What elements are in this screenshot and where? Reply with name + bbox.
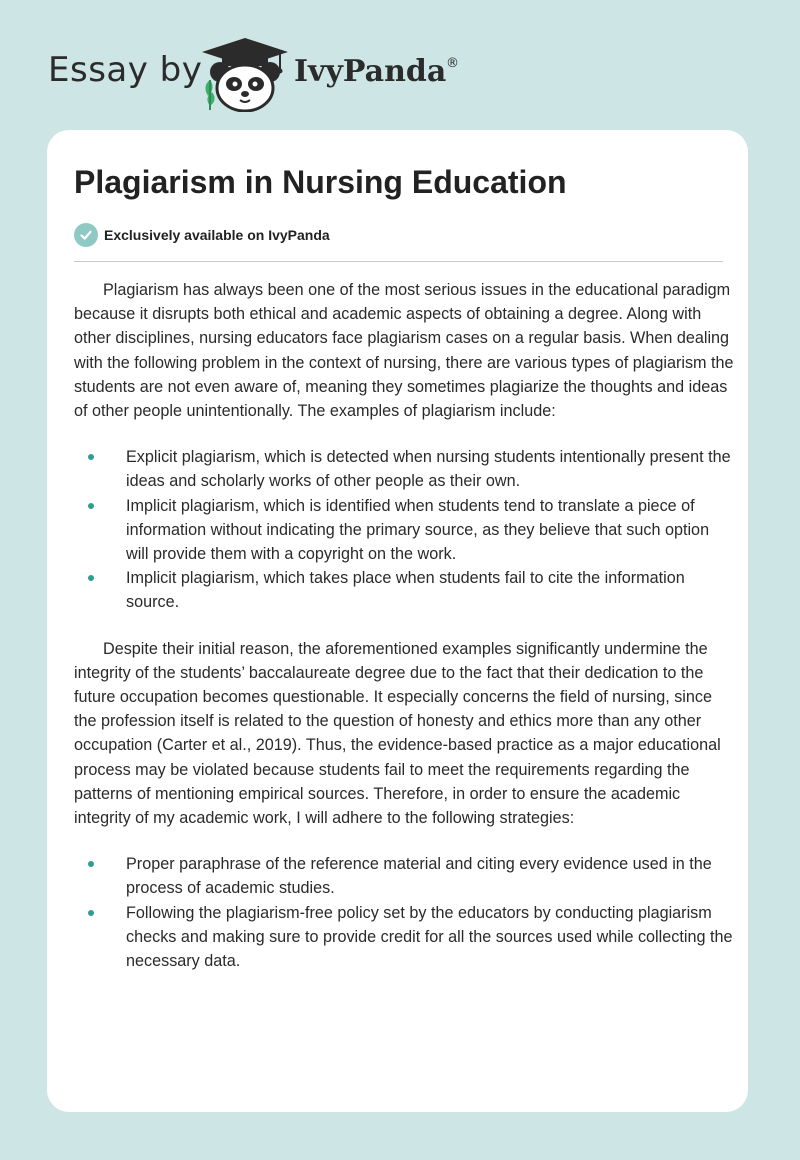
exclusive-label: Exclusively available on IvyPanda — [104, 227, 330, 243]
site-header — [0, 0, 800, 130]
registered-mark: ® — [446, 56, 459, 71]
essay-by-label: Essay by — [48, 50, 203, 90]
list-item: Following the plagiarism-free policy set by the educators by conducting plagiarism checks and making sure to provide credit for all the sources used while collecting the necessary data. — [74, 901, 734, 974]
strategies-list — [74, 852, 734, 973]
essay-card — [47, 130, 748, 1112]
essay-body — [74, 278, 734, 995]
panda-graduate-icon — [200, 36, 290, 112]
list-item: Proper paraphrase of the reference material and citing every evidence used in the process of academic studies. — [74, 852, 734, 900]
divider — [74, 261, 723, 262]
paragraph: Plagiarism has always been one of the most serious issues in the educational paradigm because it disrupts both ethical and academic aspects of obtaining a degree. Along with other disciplines, nursing educators face plagiarism cases on a regular basis. When dealing with the following problem in the context of nursing, there are various types of plagiarism the students are not even aware of, meaning they sometimes plagiarize the thoughts and ideas of other people unintentionally. The examples of plagiarism include: — [74, 281, 734, 421]
checkmark-icon — [74, 223, 98, 247]
brand-name[interactable]: IvyPanda — [294, 54, 447, 89]
page-title: Plagiarism in Nursing Education — [74, 164, 567, 200]
paragraph: Despite their initial reason, the aforementioned examples significantly undermine the integrity of the students’ baccalaureate degree due to the fact that their dedication to the future occupation becomes questionable. It especially concerns the field of nursing, since the profession itself is related to the question of honesty and ethics more than any other occupation (Carter et al., 2019). Thus, the evidence-based practice as a major educational process may be violated because students fail to meet the requirements regarding the patterns of mentioning empirical sources. Therefore, in order to ensure the academic integrity of my academic work, I will adhere to the following strategies: — [74, 639, 721, 828]
list-item: Implicit plagiarism, which takes place when students fail to cite the information source. — [74, 566, 734, 614]
examples-list — [74, 445, 734, 614]
list-item: Implicit plagiarism, which is identified when students tend to translate a piece of information without indicating the primary source, as they believe that such option will provide them with a copyright on the work. — [74, 494, 734, 567]
ivypanda-logo[interactable] — [200, 36, 290, 112]
exclusive-badge — [74, 222, 330, 248]
list-item: Explicit plagiarism, which is detected when nursing students intentionally present the ideas and scholarly works of other people as their own. — [74, 445, 734, 493]
